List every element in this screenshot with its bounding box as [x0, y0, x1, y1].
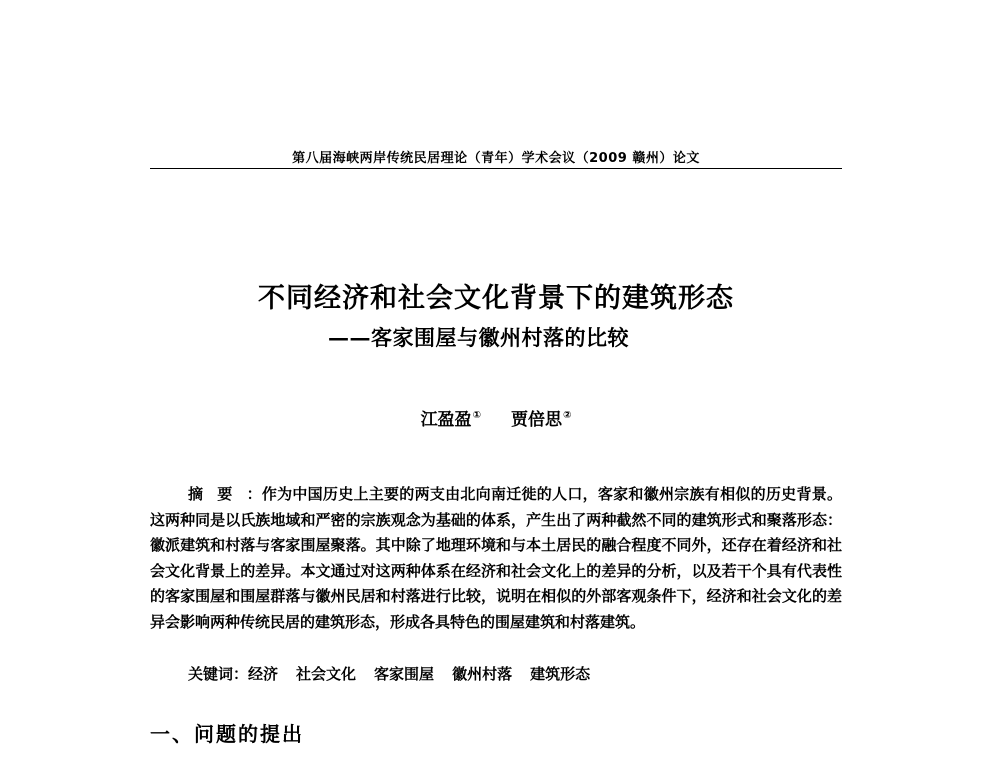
- abstract-label: 摘要: [188, 485, 247, 503]
- author-list: [150, 405, 842, 430]
- author: [511, 405, 571, 430]
- abstract-text: ：作为中国历史上主要的两支由北向南迁徙的人口，客家和徽州宗族有相似的历史背景。这两种同是以氏族地域和严密的宗族观念为基础的体系，产生出了两种截然不同的建筑形式和聚落形态：徽派建筑和村落与客家围屋聚落。其中除了地理环境和与本土居民的融合程度不同外，还存在着经济和社会文化背景上的差异。本文通过对这两种体系在经济和社会文化上的差异的分析，以及若干个具有代表性的客家围屋和围屋群落与徽州民居和村落进行比较，说明在相似的外部客观条件下，经济和社会文化的差异会影响两种传统民居的建筑形态，形成各具特色的围屋建筑和村落建筑。: [150, 485, 842, 631]
- keyword: 社会文化: [296, 665, 357, 683]
- keywords: [188, 663, 838, 684]
- author: [421, 405, 481, 430]
- paper-subtitle: ——客家围屋与徽州村落的比较: [328, 325, 629, 350]
- keyword: 经济: [248, 665, 279, 683]
- paper-title: 不同经济和社会文化背景下的建筑形态: [258, 283, 734, 314]
- abstract: [150, 482, 842, 636]
- author-footnote-mark[interactable]: ①: [472, 410, 482, 422]
- keywords-label: 关键词：: [188, 665, 249, 683]
- author-footnote-mark[interactable]: ②: [562, 410, 572, 422]
- author-name: 贾倍思: [510, 410, 562, 430]
- keyword: 徽州村落: [452, 665, 513, 683]
- keyword: 客家围屋: [374, 665, 435, 683]
- section-heading: 一、问题的提出: [150, 722, 304, 746]
- author-name: 江盈盈: [420, 410, 472, 430]
- keyword: 建筑形态: [530, 665, 591, 683]
- running-header: 第八届海峡两岸传统民居理论（青年）学术会议（2009 赣州）论文: [292, 151, 700, 166]
- header-rule: [150, 168, 842, 169]
